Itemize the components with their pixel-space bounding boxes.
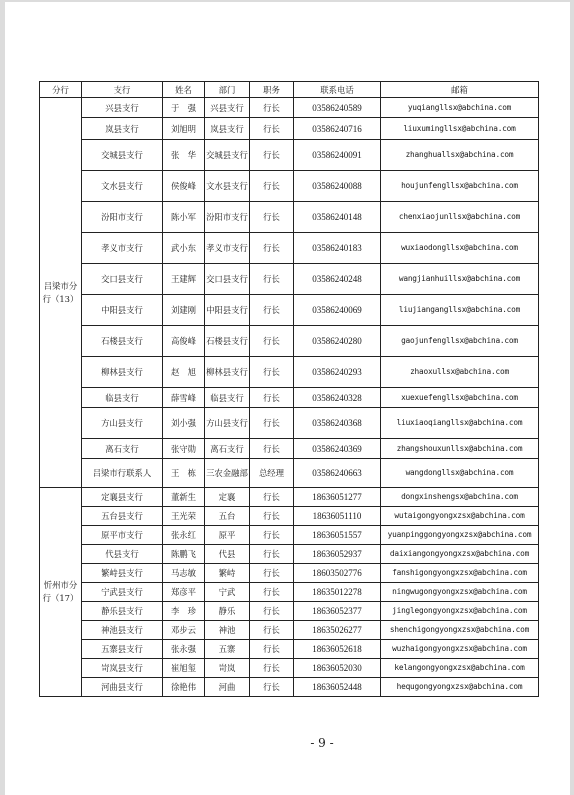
phone-cell: 03586240663 <box>294 459 381 488</box>
email-cell: gaojunfengllsx@abchina.com <box>381 326 539 357</box>
sub-branch-cell: 宁武县支行 <box>82 583 163 602</box>
name-cell: 薛雪峰 <box>163 388 205 408</box>
email-cell: zhaoxullsx@abchina.com <box>381 357 539 388</box>
position-cell: 行长 <box>250 640 294 659</box>
email-cell: wuzhaigongyongxzsx@abchina.com <box>381 640 539 659</box>
name-cell: 王光荣 <box>163 507 205 526</box>
scan-border-left <box>0 0 5 795</box>
email-cell: chenxiaojunllsx@abchina.com <box>381 202 539 233</box>
position-cell: 行长 <box>250 264 294 295</box>
phone-cell: 03586240368 <box>294 408 381 439</box>
sub-branch-cell: 柳林县支行 <box>82 357 163 388</box>
department-cell: 临县支行 <box>205 388 250 408</box>
email-cell: wutaigongyongxzsx@abchina.com <box>381 507 539 526</box>
table-row <box>40 439 539 459</box>
table-header-row <box>40 82 539 98</box>
email-cell: kelangongyongxzsx@abchina.com <box>381 659 539 678</box>
header-department: 部门 <box>205 82 250 98</box>
position-cell: 行长 <box>250 602 294 621</box>
department-cell: 原平 <box>205 526 250 545</box>
department-cell: 离石支行 <box>205 439 250 459</box>
position-cell: 行长 <box>250 140 294 171</box>
phone-cell: 18636051110 <box>294 507 381 526</box>
name-cell: 陈鹏飞 <box>163 545 205 564</box>
email-cell: daixiangongyongxzsx@abchina.com <box>381 545 539 564</box>
phone-cell: 03586240069 <box>294 295 381 326</box>
table-row <box>40 507 539 526</box>
name-cell: 张 华 <box>163 140 205 171</box>
phone-cell: 18635012278 <box>294 583 381 602</box>
name-cell: 崔旭玺 <box>163 659 205 678</box>
sub-branch-cell: 五寨县支行 <box>82 640 163 659</box>
position-cell: 行长 <box>250 439 294 459</box>
department-cell: 静乐 <box>205 602 250 621</box>
name-cell: 马志敏 <box>163 564 205 583</box>
phone-cell: 03586240716 <box>294 118 381 140</box>
position-cell: 行长 <box>250 583 294 602</box>
department-cell: 中阳县支行 <box>205 295 250 326</box>
department-cell: 五台 <box>205 507 250 526</box>
name-cell: 董新生 <box>163 488 205 507</box>
department-cell: 神池 <box>205 621 250 640</box>
branch-cell-lvliang: 吕梁市分行（13） <box>40 98 82 488</box>
sub-branch-cell: 兴县支行 <box>82 98 163 118</box>
sub-branch-cell: 文水县支行 <box>82 171 163 202</box>
phone-cell: 03586240369 <box>294 439 381 459</box>
department-cell: 五寨 <box>205 640 250 659</box>
department-cell: 繁峙 <box>205 564 250 583</box>
department-cell: 文水县支行 <box>205 171 250 202</box>
phone-cell: 18636052448 <box>294 678 381 697</box>
position-cell: 行长 <box>250 171 294 202</box>
phone-cell: 18636051277 <box>294 488 381 507</box>
department-cell: 河曲 <box>205 678 250 697</box>
name-cell: 张永强 <box>163 640 205 659</box>
email-cell: zhanghuallsx@abchina.com <box>381 140 539 171</box>
position-cell: 行长 <box>250 621 294 640</box>
table-row <box>40 659 539 678</box>
position-cell: 行长 <box>250 326 294 357</box>
position-cell: 总经理 <box>250 459 294 488</box>
name-cell: 徐艳伟 <box>163 678 205 697</box>
table-row <box>40 640 539 659</box>
table-row <box>40 326 539 357</box>
sub-branch-cell: 孝义市支行 <box>82 233 163 264</box>
sub-branch-cell: 定襄县支行 <box>82 488 163 507</box>
phone-cell: 18636052030 <box>294 659 381 678</box>
email-cell: dongxinshengsx@abchina.com <box>381 488 539 507</box>
table-row <box>40 526 539 545</box>
phone-cell: 18635026277 <box>294 621 381 640</box>
header-phone: 联系电话 <box>294 82 381 98</box>
sub-branch-cell: 河曲县支行 <box>82 678 163 697</box>
position-cell: 行长 <box>250 388 294 408</box>
sub-branch-cell: 代县支行 <box>82 545 163 564</box>
email-cell: fanshigongyongxzsx@abchina.com <box>381 564 539 583</box>
phone-cell: 18636051557 <box>294 526 381 545</box>
phone-cell: 03586240148 <box>294 202 381 233</box>
phone-cell: 18636052937 <box>294 545 381 564</box>
email-cell: xuexuefengllsx@abchina.com <box>381 388 539 408</box>
name-cell: 王建辉 <box>163 264 205 295</box>
department-cell: 岚县支行 <box>205 118 250 140</box>
table-row <box>40 583 539 602</box>
sub-branch-cell: 临县支行 <box>82 388 163 408</box>
department-cell: 交城县支行 <box>205 140 250 171</box>
email-cell: hequgongyongxzsx@abchina.com <box>381 678 539 697</box>
phone-cell: 03586240589 <box>294 98 381 118</box>
department-cell: 方山县支行 <box>205 408 250 439</box>
position-cell: 行长 <box>250 526 294 545</box>
scan-border-top <box>0 0 574 2</box>
department-cell: 代县 <box>205 545 250 564</box>
phone-cell: 03586240088 <box>294 171 381 202</box>
email-cell: liuxumingllsx@abchina.com <box>381 118 539 140</box>
header-name: 姓名 <box>163 82 205 98</box>
page-number: - 9 - <box>310 736 334 750</box>
email-cell: wangjianhuillsx@abchina.com <box>381 264 539 295</box>
sub-branch-cell: 方山县支行 <box>82 408 163 439</box>
name-cell: 武小东 <box>163 233 205 264</box>
sub-branch-cell: 交城县支行 <box>82 140 163 171</box>
name-cell: 刘建刚 <box>163 295 205 326</box>
email-cell: ningwugongyongxzsx@abchina.com <box>381 583 539 602</box>
name-cell: 刘小强 <box>163 408 205 439</box>
scan-border-right <box>570 0 574 795</box>
sub-branch-cell: 吕梁市行联系人 <box>82 459 163 488</box>
sub-branch-cell: 繁峙县支行 <box>82 564 163 583</box>
sub-branch-cell: 岚县支行 <box>82 118 163 140</box>
table-row <box>40 118 539 140</box>
sub-branch-cell: 汾阳市支行 <box>82 202 163 233</box>
email-cell: yuqiangllsx@abchina.com <box>381 98 539 118</box>
department-cell: 石楼县支行 <box>205 326 250 357</box>
name-cell: 赵 旭 <box>163 357 205 388</box>
header-branch: 分行 <box>40 82 82 98</box>
email-cell: jinglegongyongxzsx@abchina.com <box>381 602 539 621</box>
position-cell: 行长 <box>250 295 294 326</box>
name-cell: 高俊峰 <box>163 326 205 357</box>
position-cell: 行长 <box>250 357 294 388</box>
phone-cell: 03586240280 <box>294 326 381 357</box>
sub-branch-cell: 石楼县支行 <box>82 326 163 357</box>
name-cell: 李 珍 <box>163 602 205 621</box>
header-position: 职务 <box>250 82 294 98</box>
table-row <box>40 140 539 171</box>
position-cell: 行长 <box>250 545 294 564</box>
table-row <box>40 202 539 233</box>
sub-branch-cell: 离石支行 <box>82 439 163 459</box>
department-cell: 兴县支行 <box>205 98 250 118</box>
department-cell: 岢岚 <box>205 659 250 678</box>
branch-cell-xinzhou: 忻州市分行（17） <box>40 488 82 697</box>
phone-cell: 18636052377 <box>294 602 381 621</box>
position-cell: 行长 <box>250 202 294 233</box>
table-row <box>40 98 539 118</box>
header-sub-branch: 支行 <box>82 82 163 98</box>
phone-cell: 03586240091 <box>294 140 381 171</box>
sub-branch-cell: 中阳县支行 <box>82 295 163 326</box>
table-row <box>40 488 539 507</box>
phone-cell: 18636052618 <box>294 640 381 659</box>
table-row <box>40 678 539 697</box>
email-cell: wangdongllsx@abchina.com <box>381 459 539 488</box>
position-cell: 行长 <box>250 488 294 507</box>
table-row <box>40 171 539 202</box>
phone-cell: 03586240328 <box>294 388 381 408</box>
sub-branch-cell: 神池县支行 <box>82 621 163 640</box>
position-cell: 行长 <box>250 233 294 264</box>
sub-branch-cell: 静乐县支行 <box>82 602 163 621</box>
table-row <box>40 545 539 564</box>
email-cell: yuanpinggongyongxzsx@abchina.com <box>381 526 539 545</box>
name-cell: 张守勋 <box>163 439 205 459</box>
department-cell: 宁武 <box>205 583 250 602</box>
phone-cell: 18603502776 <box>294 564 381 583</box>
name-cell: 刘旭明 <box>163 118 205 140</box>
name-cell: 邓步云 <box>163 621 205 640</box>
position-cell: 行长 <box>250 118 294 140</box>
table-row <box>40 564 539 583</box>
position-cell: 行长 <box>250 659 294 678</box>
table-row <box>40 357 539 388</box>
position-cell: 行长 <box>250 408 294 439</box>
department-cell: 汾阳市支行 <box>205 202 250 233</box>
sub-branch-cell: 岢岚县支行 <box>82 659 163 678</box>
department-cell: 三农金融部 <box>205 459 250 488</box>
table-row <box>40 602 539 621</box>
email-cell: houjunfengllsx@abchina.com <box>381 171 539 202</box>
position-cell: 行长 <box>250 507 294 526</box>
phone-cell: 03586240293 <box>294 357 381 388</box>
sub-branch-cell: 五台县支行 <box>82 507 163 526</box>
name-cell: 张永红 <box>163 526 205 545</box>
name-cell: 王 栋 <box>163 459 205 488</box>
name-cell: 陈小军 <box>163 202 205 233</box>
position-cell: 行长 <box>250 564 294 583</box>
phone-cell: 03586240183 <box>294 233 381 264</box>
department-cell: 柳林县支行 <box>205 357 250 388</box>
header-email: 邮箱 <box>381 82 539 98</box>
name-cell: 郑彦平 <box>163 583 205 602</box>
email-cell: liuxiaoqiangllsx@abchina.com <box>381 408 539 439</box>
phone-cell: 03586240248 <box>294 264 381 295</box>
email-cell: shenchigongyongxzsx@abchina.com <box>381 621 539 640</box>
table-row <box>40 408 539 439</box>
position-cell: 行长 <box>250 678 294 697</box>
table-row <box>40 388 539 408</box>
table-row <box>40 295 539 326</box>
table-row <box>40 621 539 640</box>
email-cell: wuxiaodongllsx@abchina.com <box>381 233 539 264</box>
name-cell: 于 强 <box>163 98 205 118</box>
table-row <box>40 264 539 295</box>
table-row <box>40 233 539 264</box>
name-cell: 侯俊峰 <box>163 171 205 202</box>
email-cell: zhangshouxunllsx@abchina.com <box>381 439 539 459</box>
sub-branch-cell: 原平市支行 <box>82 526 163 545</box>
department-cell: 孝义市支行 <box>205 233 250 264</box>
table-row <box>40 459 539 488</box>
email-cell: liujiangangllsx@abchina.com <box>381 295 539 326</box>
position-cell: 行长 <box>250 98 294 118</box>
department-cell: 定襄 <box>205 488 250 507</box>
sub-branch-cell: 交口县支行 <box>82 264 163 295</box>
department-cell: 交口县支行 <box>205 264 250 295</box>
contact-table <box>39 81 539 697</box>
